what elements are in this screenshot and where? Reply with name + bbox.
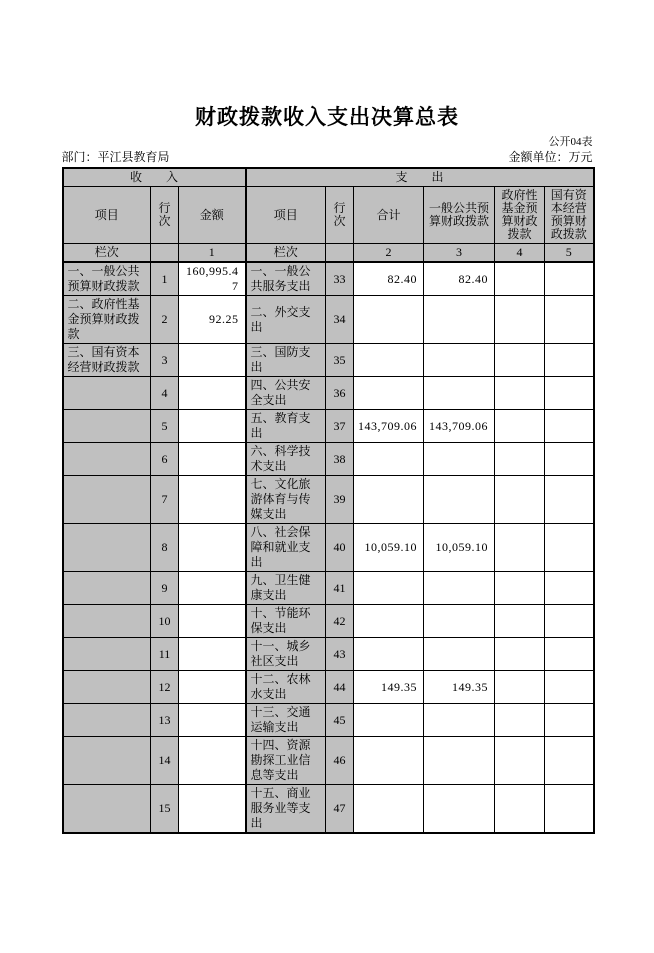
income-line-cell: 13 [151, 704, 179, 737]
income-line-cell: 15 [151, 785, 179, 834]
table-row [63, 443, 594, 476]
expense-item-cell: 六、科学技术支出 [246, 443, 326, 476]
income-line-cell: 2 [151, 296, 179, 344]
expense-line-cell: 42 [326, 605, 354, 638]
column-index-row [63, 244, 594, 263]
general-budget-cell: 82.40 [424, 262, 495, 296]
total-cell [354, 605, 424, 638]
state-capital-cell [545, 737, 594, 785]
income-line-cell: 6 [151, 443, 179, 476]
state-capital-cell [545, 785, 594, 834]
state-capital-index: 5 [545, 244, 594, 263]
expense-line-index [326, 244, 354, 263]
total-cell [354, 785, 424, 834]
gov-fund-header: 政府性基金预算财政拨款 [495, 187, 545, 244]
expense-item-cell: 十五、商业服务业等支出 [246, 785, 326, 834]
section-header-row [63, 168, 594, 187]
income-amount-cell: 160,995.47 [179, 262, 246, 296]
income-line-cell: 1 [151, 262, 179, 296]
gov-fund-cell [495, 476, 545, 524]
income-line-cell: 8 [151, 524, 179, 572]
expense-item-cell: 五、教育支出 [246, 410, 326, 443]
income-item-cell [63, 785, 151, 834]
state-capital-cell [545, 476, 594, 524]
state-capital-cell [545, 377, 594, 410]
general-budget-cell [424, 443, 495, 476]
expense-item-cell: 一、一般公共服务支出 [246, 262, 326, 296]
total-cell: 143,709.06 [354, 410, 424, 443]
expense-item-cell: 十、节能环保支出 [246, 605, 326, 638]
expense-item-cell: 九、卫生健康支出 [246, 572, 326, 605]
table-row [63, 296, 594, 344]
gov-fund-index: 4 [495, 244, 545, 263]
total-cell [354, 443, 424, 476]
general-budget-cell [424, 638, 495, 671]
general-budget-cell [424, 344, 495, 377]
total-cell [354, 572, 424, 605]
table-row [63, 785, 594, 834]
general-budget-cell [424, 785, 495, 834]
table-row [63, 476, 594, 524]
state-capital-cell [545, 605, 594, 638]
unit-label: 金额单位：万元 [508, 150, 593, 164]
income-amount-index: 1 [179, 244, 246, 263]
table-body [63, 262, 594, 833]
gov-fund-cell [495, 737, 545, 785]
total-cell [354, 296, 424, 344]
table-row [63, 344, 594, 377]
income-item-cell [63, 443, 151, 476]
expense-line-cell: 34 [326, 296, 354, 344]
table-row [63, 524, 594, 572]
income-item-cell: 一、一般公共预算财政拨款 [63, 262, 151, 296]
income-line-cell: 14 [151, 737, 179, 785]
expense-line-cell: 40 [326, 524, 354, 572]
income-line-cell: 3 [151, 344, 179, 377]
general-budget-index: 3 [424, 244, 495, 263]
income-line-cell: 12 [151, 671, 179, 704]
general-budget-header: 一般公共预算财政拨款 [424, 187, 495, 244]
income-item-cell [63, 737, 151, 785]
income-section-header: 收 入 [63, 168, 246, 187]
column-header-row [63, 187, 594, 244]
gov-fund-cell [495, 377, 545, 410]
expense-item-header: 项目 [246, 187, 326, 244]
table-row [63, 572, 594, 605]
table-row [63, 737, 594, 785]
state-capital-cell [545, 443, 594, 476]
table-row [63, 605, 594, 638]
income-amount-cell [179, 638, 246, 671]
state-capital-cell [545, 572, 594, 605]
total-cell [354, 638, 424, 671]
table-row [63, 638, 594, 671]
income-item-cell [63, 638, 151, 671]
gov-fund-cell [495, 524, 545, 572]
table-row [63, 262, 594, 296]
income-item-cell [63, 476, 151, 524]
gov-fund-cell [495, 344, 545, 377]
document-sheet [62, 106, 593, 834]
expense-line-cell: 37 [326, 410, 354, 443]
total-cell: 149.35 [354, 671, 424, 704]
gov-fund-cell [495, 296, 545, 344]
general-budget-cell: 143,709.06 [424, 410, 495, 443]
income-item-header: 项目 [63, 187, 151, 244]
general-budget-cell [424, 737, 495, 785]
table-row [63, 671, 594, 704]
budget-summary-table [62, 167, 595, 834]
income-amount-cell [179, 605, 246, 638]
total-header: 合计 [354, 187, 424, 244]
total-index: 2 [354, 244, 424, 263]
income-amount-cell [179, 737, 246, 785]
total-cell [354, 737, 424, 785]
income-line-cell: 7 [151, 476, 179, 524]
expense-line-cell: 46 [326, 737, 354, 785]
expense-item-index: 栏次 [246, 244, 326, 263]
general-budget-cell [424, 605, 495, 638]
income-item-cell [63, 671, 151, 704]
income-amount-cell [179, 671, 246, 704]
expense-item-cell: 十二、农林水支出 [246, 671, 326, 704]
gov-fund-cell [495, 572, 545, 605]
expense-line-cell: 33 [326, 262, 354, 296]
expense-line-header: 行次 [326, 187, 354, 244]
expense-line-cell: 39 [326, 476, 354, 524]
income-item-cell: 三、国有资本经营财政拨款 [63, 344, 151, 377]
income-amount-cell [179, 476, 246, 524]
expenditure-section-header: 支 出 [246, 168, 594, 187]
total-cell: 82.40 [354, 262, 424, 296]
income-line-cell: 11 [151, 638, 179, 671]
table-row [63, 704, 594, 737]
income-amount-cell [179, 410, 246, 443]
income-item-cell [63, 704, 151, 737]
gov-fund-cell [495, 704, 545, 737]
expense-line-cell: 47 [326, 785, 354, 834]
income-line-cell: 10 [151, 605, 179, 638]
gov-fund-cell [495, 671, 545, 704]
expense-item-cell: 八、社会保障和就业支出 [246, 524, 326, 572]
income-amount-header: 金额 [179, 187, 246, 244]
income-line-cell: 4 [151, 377, 179, 410]
general-budget-cell [424, 476, 495, 524]
meta-row [62, 150, 593, 165]
expense-item-cell: 四、公共安全支出 [246, 377, 326, 410]
income-item-cell [63, 524, 151, 572]
income-item-index: 栏次 [63, 244, 151, 263]
income-amount-cell [179, 785, 246, 834]
total-cell [354, 344, 424, 377]
total-cell [354, 377, 424, 410]
income-item-cell: 二、政府性基金预算财政拨款 [63, 296, 151, 344]
page-title: 财政拨款收入支出决算总表 [195, 106, 459, 129]
gov-fund-cell [495, 785, 545, 834]
total-cell: 10,059.10 [354, 524, 424, 572]
doc-code: 公开04表 [548, 136, 593, 148]
gov-fund-cell [495, 262, 545, 296]
general-budget-cell [424, 704, 495, 737]
expense-line-cell: 44 [326, 671, 354, 704]
general-budget-cell: 149.35 [424, 671, 495, 704]
income-line-header: 行次 [151, 187, 179, 244]
income-amount-cell [179, 572, 246, 605]
expense-item-cell: 三、国防支出 [246, 344, 326, 377]
expense-line-cell: 45 [326, 704, 354, 737]
general-budget-cell: 10,059.10 [424, 524, 495, 572]
income-item-cell [63, 377, 151, 410]
state-capital-cell [545, 704, 594, 737]
income-amount-cell [179, 443, 246, 476]
income-item-cell [63, 605, 151, 638]
expense-line-cell: 43 [326, 638, 354, 671]
income-amount-cell: 92.25 [179, 296, 246, 344]
gov-fund-cell [495, 443, 545, 476]
state-capital-cell [545, 524, 594, 572]
gov-fund-cell [495, 638, 545, 671]
expense-line-cell: 41 [326, 572, 354, 605]
gov-fund-cell [495, 605, 545, 638]
table-row [63, 410, 594, 443]
state-capital-header: 国有资本经营预算财政拨款 [545, 187, 594, 244]
expense-item-cell: 十一、城乡社区支出 [246, 638, 326, 671]
income-line-cell: 9 [151, 572, 179, 605]
state-capital-cell [545, 410, 594, 443]
state-capital-cell [545, 296, 594, 344]
state-capital-cell [545, 671, 594, 704]
income-item-cell [63, 410, 151, 443]
expense-item-cell: 二、外交支出 [246, 296, 326, 344]
general-budget-cell [424, 377, 495, 410]
state-capital-cell [545, 262, 594, 296]
expense-item-cell: 十三、交通运输支出 [246, 704, 326, 737]
income-item-cell [63, 572, 151, 605]
general-budget-cell [424, 296, 495, 344]
table-row [63, 377, 594, 410]
income-amount-cell [179, 344, 246, 377]
income-amount-cell [179, 524, 246, 572]
total-cell [354, 704, 424, 737]
expense-line-cell: 35 [326, 344, 354, 377]
state-capital-cell [545, 344, 594, 377]
expense-line-cell: 36 [326, 377, 354, 410]
department-label: 部门：平江县教育局 [61, 150, 170, 164]
total-cell [354, 476, 424, 524]
income-amount-cell [179, 704, 246, 737]
income-line-cell: 5 [151, 410, 179, 443]
gov-fund-cell [495, 410, 545, 443]
income-amount-cell [179, 377, 246, 410]
state-capital-cell [545, 638, 594, 671]
expense-item-cell: 七、文化旅游体育与传媒支出 [246, 476, 326, 524]
expense-item-cell: 十四、资源勘探工业信息等支出 [246, 737, 326, 785]
general-budget-cell [424, 572, 495, 605]
income-line-index [151, 244, 179, 263]
expense-line-cell: 38 [326, 443, 354, 476]
